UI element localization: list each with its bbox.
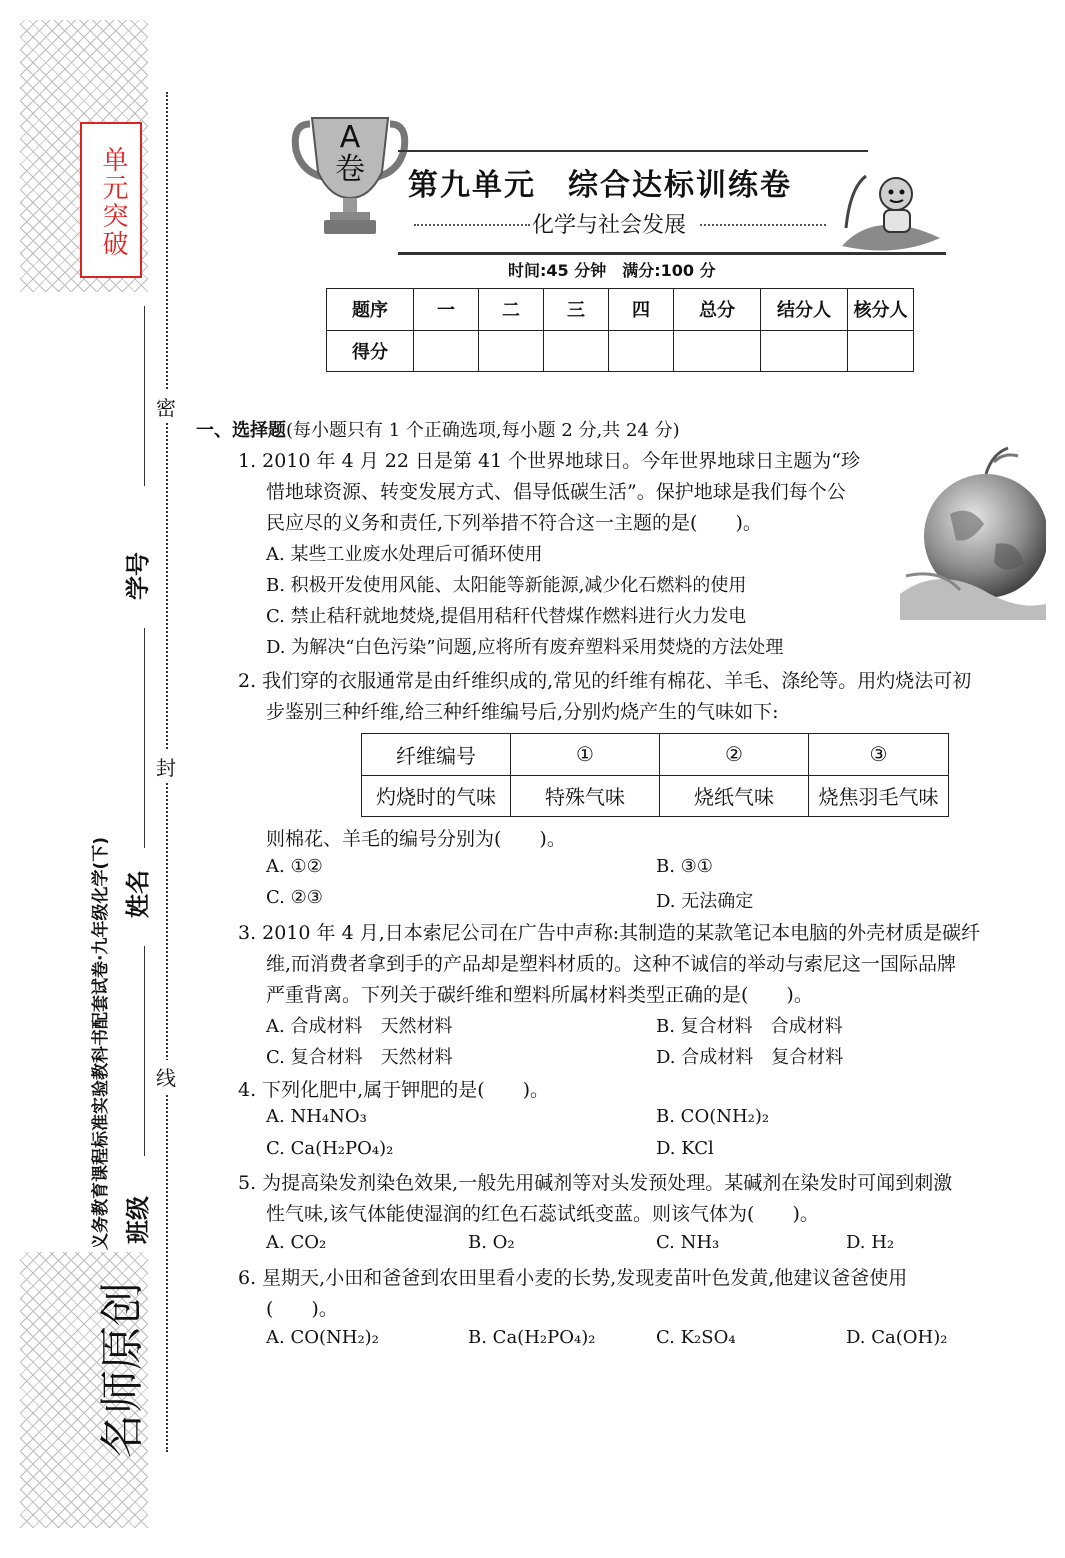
cartoon-surfer-icon <box>836 168 946 258</box>
section-heading <box>196 416 680 442</box>
option-c[interactable]: C. 禁止秸秆就地焚烧,提倡用秸秆代替煤作燃料进行火力发电 <box>266 606 747 627</box>
header-rule <box>398 150 868 152</box>
page-subtitle: 化学与社会发展 <box>532 213 687 238</box>
fiber-table-cell: ③ <box>809 734 949 776</box>
score-table-header: 结分人 <box>761 289 848 331</box>
score-table-header: 总分 <box>674 289 761 331</box>
fiber-table-cell: 纤维编号 <box>362 734 511 776</box>
fiber-table-cell: ② <box>660 734 809 776</box>
option-a[interactable]: A. CO₂ <box>266 1232 327 1253</box>
subtitle-dots-left <box>414 224 530 226</box>
question-stem-line: 维,而消费者拿到手的产品却是塑料材质的。这种不诚信的举动与索尼这一国际品牌 <box>266 953 957 975</box>
question-stem-line: ( )。 <box>266 1298 338 1320</box>
option-c[interactable]: C. ②③ <box>266 887 323 908</box>
option-d[interactable]: D. 为解决“白色污染”问题,应将所有废弃塑料采用焚烧的方法处理 <box>266 637 784 658</box>
score-table-header: 题序 <box>327 289 414 331</box>
fiber-table-cell: 烧纸气味 <box>660 775 809 817</box>
fiber-table-cell: 特殊气味 <box>511 775 660 817</box>
score-cell[interactable] <box>414 330 479 372</box>
question-stem-line: 3. 2010 年 4 月,日本索尼公司在广告中声称:其制造的某款笔记本电脑的外壳材质是碳纤 <box>238 922 981 944</box>
option-a[interactable]: A. 合成材料 天然材料 <box>266 1016 453 1037</box>
class-label: 班级 <box>124 1196 152 1244</box>
option-d[interactable]: D. 无法确定 <box>656 891 754 912</box>
question-stem-line: 5. 为提高染发剂染色效果,一般先用碱剂等对头发预处理。某碱剂在染发时可闻到刺激 <box>238 1172 953 1194</box>
option-d[interactable]: D. KCl <box>656 1138 714 1159</box>
question-stem-line: 1. 2010 年 4 月 22 日是第 41 个世界地球日。今年世界地球日主题为“珍 <box>238 450 860 472</box>
option-a[interactable]: A. 某些工业废水处理后可循环使用 <box>266 544 543 565</box>
fiber-table <box>361 733 949 817</box>
class-line <box>144 946 146 1156</box>
score-cell[interactable] <box>674 330 761 372</box>
option-d[interactable]: D. Ca(OH)₂ <box>846 1327 948 1348</box>
fiber-table-cell: 烧焦羽毛气味 <box>809 775 949 817</box>
question-5 <box>238 1168 1048 1230</box>
option-b[interactable]: B. ③① <box>656 856 713 877</box>
score-table <box>326 288 914 372</box>
option-b[interactable]: B. O₂ <box>468 1232 515 1253</box>
question-stem-line: 严重背离。下列关于碳纤维和塑料所属材料类型正确的是( )。 <box>266 984 813 1006</box>
fiber-table-row <box>362 734 949 776</box>
question-stem-line: 6. 星期天,小田和爸爸到农田里看小麦的长势,发现麦苗叶色发黄,他建议爸爸使用 <box>238 1267 908 1289</box>
option-c[interactable]: C. NH₃ <box>656 1232 720 1253</box>
student-id-line <box>144 306 146 486</box>
time-info: 时间:45 分钟 满分:100 分 <box>508 261 716 280</box>
question-2-followup: 则棉花、羊毛的编号分别为( )。 <box>266 828 566 850</box>
score-cell[interactable] <box>761 330 848 372</box>
option-d[interactable]: D. 合成材料 复合材料 <box>656 1047 844 1068</box>
option-b[interactable]: B. 积极开发使用风能、太阳能等新能源,减少化石燃料的使用 <box>266 575 747 596</box>
seal-mark-line: 线 <box>156 1060 176 1093</box>
question-4: 4. 下列化肥中,属于钾肥的是( )。 <box>238 1079 550 1101</box>
question-stem-line: 2. 我们穿的衣服通常是由纤维织成的,常见的纤维有棉花、羊毛、涤纶等。用灼烧法可初 <box>238 670 972 692</box>
trophy-label: A卷 <box>335 120 365 187</box>
option-a[interactable]: A. ①② <box>266 856 323 877</box>
unit-badge: 单元突破 <box>80 122 142 278</box>
option-d[interactable]: D. H₂ <box>846 1232 895 1253</box>
question-1 <box>238 446 898 663</box>
name-label: 姓名 <box>124 870 152 918</box>
score-cell[interactable] <box>544 330 609 372</box>
score-table-header: 四 <box>609 289 674 331</box>
question-6 <box>238 1263 1048 1325</box>
name-line <box>144 628 146 848</box>
option-c[interactable]: C. K₂SO₄ <box>656 1327 736 1348</box>
question-stem-line: 性气味,该气体能使湿润的红色石蕊试纸变蓝。则该气体为( )。 <box>266 1203 819 1225</box>
score-cell[interactable] <box>848 330 914 372</box>
question-stem-line: 民应尽的义务和责任,下列举措不符合这一主题的是( )。 <box>266 512 762 534</box>
section-title: 一、选择题 <box>196 420 286 441</box>
option-b[interactable]: B. CO(NH₂)₂ <box>656 1106 770 1127</box>
score-table-header: 三 <box>544 289 609 331</box>
option-a[interactable]: A. NH₄NO₃ <box>266 1106 367 1127</box>
score-table-header-row <box>327 289 914 331</box>
earth-in-hand-image <box>900 444 1046 620</box>
score-table-header: 二 <box>479 289 544 331</box>
option-b[interactable]: B. 复合材料 合成材料 <box>656 1016 843 1037</box>
score-table-score-row <box>327 330 914 372</box>
fiber-table-cell: 灼烧时的气味 <box>362 775 511 817</box>
score-cell[interactable] <box>479 330 544 372</box>
question-3 <box>238 918 1048 1011</box>
seal-mark-seal: 封 <box>156 750 176 783</box>
page-title: 第九单元 综合达标训练卷 <box>408 168 792 203</box>
fiber-table-cell: ① <box>511 734 660 776</box>
question-2 <box>238 666 1048 728</box>
score-cell[interactable] <box>609 330 674 372</box>
section-note: (每小题只有 1 个正确选项,每小题 2 分,共 24 分) <box>286 420 680 441</box>
option-a[interactable]: A. CO(NH₂)₂ <box>266 1327 379 1348</box>
seal-mark-secret: 密 <box>156 390 176 423</box>
option-c[interactable]: C. 复合材料 天然材料 <box>266 1047 453 1068</box>
student-id-label: 学号 <box>124 552 152 600</box>
score-table-header: 一 <box>414 289 479 331</box>
series-text: 义务教育课程标准实验教科书配套试卷·九年级化学(下) <box>91 837 111 1250</box>
option-c[interactable]: C. Ca(H₂PO₄)₂ <box>266 1138 394 1159</box>
score-table-header: 核分人 <box>848 289 914 331</box>
fiber-table-row <box>362 775 949 817</box>
question-stem-line: 惜地球资源、转变发展方式、倡导低碳生活”。保护地球是我们每个公 <box>266 481 846 503</box>
subtitle-dots-right <box>700 224 826 226</box>
brand-text: 名师原创 <box>97 1282 148 1458</box>
option-b[interactable]: B. Ca(H₂PO₄)₂ <box>468 1327 596 1348</box>
score-row-label: 得分 <box>327 330 414 372</box>
question-stem-line: 步鉴别三种纤维,给三种纤维编号后,分别灼烧产生的气味如下: <box>266 701 779 723</box>
